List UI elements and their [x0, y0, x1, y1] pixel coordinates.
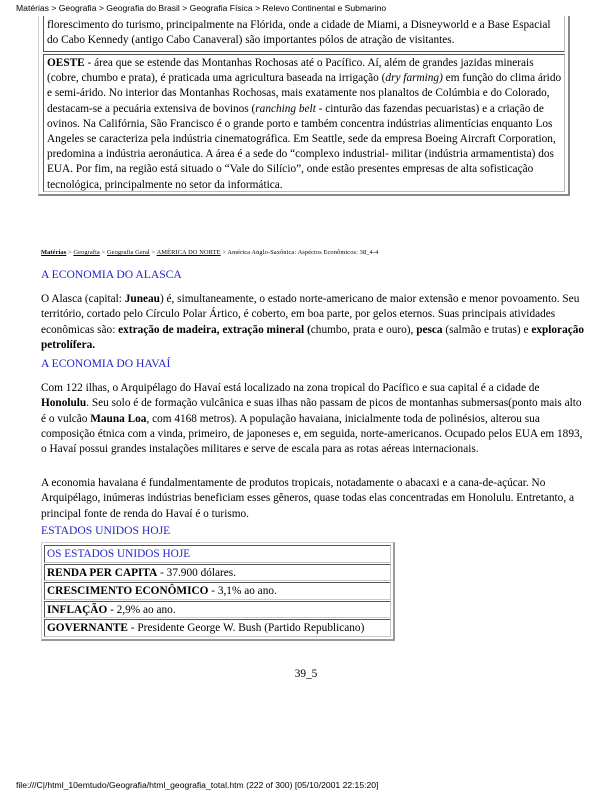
breadcrumb-separator: > [99, 249, 107, 256]
oeste-text: - cinturão das fazendas pecuaristas) e a criação de ovinos. Na Califórnia, São Francisco é o grande porto e também concentra indústrias alimentícias enquanto Los Angeles se caracteriza pela indústria cinematográfica. Em Seattle, sede da empresa Boeing Aircraft Corporation, predomina a indústria aeronáutica. A área é a sede do “complexo industrial- militar (indústria armamentista) dos EUA. Por fim, na região está situado o “Vale do Silício”, onde estão presentes empresas de alta sofisticação tecnológica, principalmente no setor da informática. [47, 102, 556, 191]
heading-havai: A ECONOMIA DO HAVAÍ [41, 357, 171, 370]
text: Com 122 ilhas, o Arquipélago do Havaí está localizado na zona tropical do Pacífico e sua capital é a cidade de [41, 382, 540, 394]
stats-table-header: OS ESTADOS UNIDOS HOJE [44, 545, 391, 563]
row-label: CRESCIMENTO ECONÔMICO [47, 585, 209, 597]
text: ) é, simultaneamente, o estado norte-americano de maior extensão e menor povoamento. Seu território, cortado pelo Círculo Polar Ártico, é coberto, em boa parte, por gelos eternos. Suas principais atividades econômicas são: [41, 293, 580, 336]
breadcrumb-link-geografia-geral[interactable]: Geografia Geral [106, 249, 150, 256]
row-value: - 3,1% ao ano. [208, 585, 277, 597]
breadcrumb-separator: > [149, 249, 157, 256]
table-row [44, 564, 391, 582]
paragraph-havai-1 [41, 381, 586, 457]
breadcrumb-current: América Anglo-Saxônica: Aspéctos Econômicos: 38_4-4 [227, 249, 379, 256]
capital-juneau: Juneau [124, 293, 160, 305]
breadcrumb [41, 249, 378, 256]
capital-honolulu: Honolulu [41, 397, 87, 410]
row-label: GOVERNANTE [47, 622, 128, 634]
row-label: RENDA PER CAPITA [47, 566, 158, 579]
dry-farming-term: dry farming) [385, 72, 443, 85]
breadcrumb-separator: > [66, 249, 74, 256]
row-value: - 2,9% ao ano. [107, 603, 176, 616]
paragraph-havai-2: A economia havaiana é fundalmentamente de produtos tropicais, notadamente o abacaxi e a cana-de-açúcar. No Arquipélago, inúmeras indústrias beneficiam esses gêneros, quase todas elas concentradas em Honolulu. Entretanto, a principal fonte de renda do Havaí é o turismo. [41, 477, 574, 520]
breadcrumb-separator: > [220, 249, 228, 256]
stats-table [41, 542, 395, 641]
table-cell-south-tourism: florescimento do turismo, principalmente na Flórida, onde a cidade de Miami, a Disneyworld e a Base Espacial do Cabo Kennedy (antigo Cabo Canaveral) são importantes pólos de atração de visitantes. [43, 16, 565, 52]
row-value: - Presidente George W. Bush (Partido Republicano) [127, 622, 365, 634]
text: O Alasca (capital: [41, 293, 125, 305]
print-footer: file:///C|/html_10emtudo/Geografia/html_geografia_total.htm (222 of 300) [05/10/2001 22:15:20] [16, 780, 379, 790]
activity-bold: pesca [416, 323, 443, 336]
breadcrumb-link-materias[interactable]: Matérias [41, 249, 67, 256]
continued-region-table [38, 16, 570, 196]
activity-bold: exploração petrolífera. [41, 323, 585, 351]
text: . Seu solo é de formação vulcânica e suas ilhas não passam de picos de montanhas submersas(ponto mais alto é o vulcão [41, 397, 582, 425]
heading-eua-hoje: ESTADOS UNIDOS HOJE [41, 524, 171, 537]
region-label-oeste: OESTE [47, 57, 85, 69]
oeste-text: em função do clima árido e semi-árido. No interior das Montanhas Rochosas, mais exatamente nos planaltos de Colúmbia e do Colorado, destacam-se a pecuária extensiva de bovinos ( [47, 72, 562, 115]
breadcrumb-link-geografia[interactable]: Geografia [73, 249, 100, 256]
volcano-mauna-loa: Mauna Loa [90, 412, 147, 425]
table-row [44, 582, 391, 600]
row-label: INFLAÇÃO [47, 603, 108, 616]
page-number: 39_5 [294, 668, 318, 680]
text: chumbo, prata e ouro), [310, 323, 417, 336]
heading-alasca: A ECONOMIA DO ALASCA [41, 268, 182, 281]
paragraph-alasca [41, 292, 586, 353]
table-row [44, 619, 391, 637]
table-row [44, 601, 391, 619]
row-value: - 37.900 dólares. [157, 566, 237, 579]
ranching-belt-term: ranching belt [255, 102, 316, 115]
table-cell-oeste [43, 54, 565, 192]
text: , com 4168 metros). A população havaiana, inicialmente toda de polinésios, alterou sua composição étnica com a vinda, primeiro, de japoneses e, em seguida, norte-americanos. Ocupado pelos EUA em 1893, o Havaí possui grandes instalações militares e serve de escala para as rotas aéreas internacionais. [41, 412, 583, 456]
print-header: Matérias > Geografia > Geografia do Brasil > Geografia Física > Relevo Continental e Submarino [16, 3, 387, 13]
breadcrumb-link-america-do-norte[interactable]: AMÉRICA DO NORTE [156, 249, 221, 256]
oeste-text: - área que se estende das Montanhas Rochosas até o Pacífico. Aí, além de grandes jazidas minerais (cobre, chumbo e prata), é praticada uma agricultura baseada na irrigação ( [47, 57, 534, 85]
text: (salmão e trutas) e [442, 323, 532, 336]
activity-bold: extração de madeira, extração mineral ( [118, 323, 311, 336]
